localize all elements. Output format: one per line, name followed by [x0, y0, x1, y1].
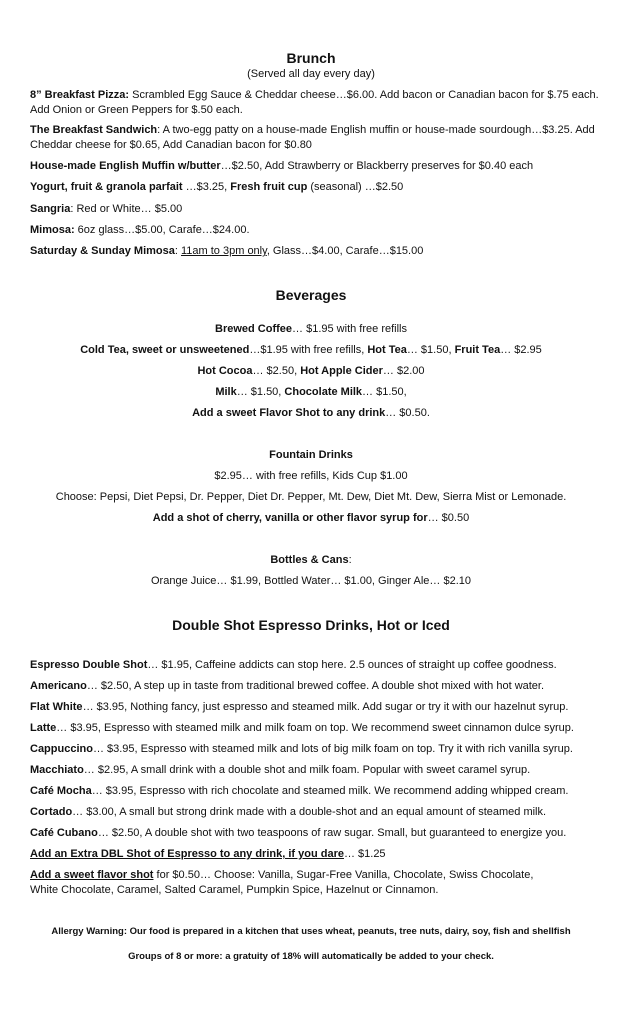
- breakfast-sandwich-item: [30, 123, 605, 153]
- item-name: Cappuccino: [30, 743, 93, 755]
- fountain-drinks-heading: Fountain Drinks: [269, 449, 353, 461]
- espresso-item: [30, 679, 605, 694]
- mimosa-item: [30, 223, 605, 238]
- item-desc: … $1.95, Caffeine addicts can stop here. 2.5 ounces of straight up coffee goodness.: [147, 659, 557, 671]
- item-name: Add a shot of cherry, vanilla or other flavor syrup for: [152, 512, 428, 524]
- bottles-cans-items: Orange Juice… $1.99, Bottled Water… $1.00, Ginger Ale… $2.10: [151, 575, 471, 587]
- item-name: Chocolate Milk: [284, 386, 363, 398]
- item-name: Sangria: [30, 203, 71, 215]
- item-desc-cont: White Chocolate, Caramel, Salted Caramel, Pumpkin Spice, Hazelnut or Cinnamon.: [30, 884, 439, 896]
- item-desc: … $0.50.: [385, 407, 430, 419]
- brunch-subtitle: (Served all day every day): [247, 68, 375, 80]
- item-name: House-made English Muffin w/butter: [30, 160, 221, 172]
- item-name: Hot Tea: [367, 344, 407, 356]
- item-name: Saturday & Sunday Mimosa: [30, 245, 175, 257]
- item-desc: … $3.95, Espresso with steamed milk and lots of big milk foam on top. Try it with rich vanilla syrup.: [92, 743, 573, 755]
- item-desc: for $0.50… Choose: Vanilla, Sugar-Free Vanilla, Chocolate, Swiss Chocolate,: [153, 869, 534, 881]
- espresso-item: [30, 805, 605, 820]
- fruit-cup-name: Fresh fruit cup: [230, 181, 308, 193]
- item-desc: … $2.95: [500, 344, 542, 356]
- item-desc: … $2.50, A double shot with two teaspoons of raw sugar. Small, but guaranteed to energize you.: [97, 827, 567, 839]
- item-desc: … $3.00, A small but strong drink made with a double-shot and an equal amount of steamed milk.: [72, 806, 547, 818]
- brunch-heading: Brunch: [286, 50, 336, 66]
- item-name: Add a sweet flavor shot: [30, 869, 154, 881]
- item-desc: …$2.50, Add Strawberry or Blackberry preserves for $0.40 each: [220, 160, 534, 172]
- item-name: Americano: [30, 680, 87, 692]
- item-name: Yogurt, fruit & granola parfait: [30, 181, 183, 193]
- espresso-item: [30, 784, 605, 799]
- item-name: Hot Apple Cider: [300, 365, 383, 377]
- bottles-cans-heading: [0, 553, 622, 568]
- cocoa-item: [0, 364, 622, 379]
- milk-item: [0, 385, 622, 400]
- item-desc: … $2.00: [382, 365, 425, 377]
- item-desc: … $3.95, Espresso with steamed milk and milk foam on top. We recommend sweet cinnamon dulce syrup.: [56, 722, 574, 734]
- item-desc: 6oz glass…$5.00, Carafe…$24.00.: [74, 224, 250, 236]
- item-desc: Scrambled Egg Sauce & Cheddar cheese…$6.00. Add bacon or Canadian bacon for $.75 each. Add Onion or Green Peppers for $.50 each.: [30, 89, 599, 116]
- espresso-item: [30, 826, 605, 841]
- item-name: Macchiato: [30, 764, 84, 776]
- item-desc: , Glass…$4.00, Carafe…$15.00: [266, 245, 424, 257]
- brewed-coffee-item: [0, 322, 622, 337]
- espresso-item: [30, 742, 605, 757]
- item-name: Hot Cocoa: [197, 365, 253, 377]
- breakfast-pizza-item: [30, 88, 605, 118]
- item-name: Fruit Tea: [454, 344, 501, 356]
- weekend-mimosa-item: [30, 244, 605, 259]
- item-desc: … $2.95, A small drink with a double shot and milk foam. Popular with sweet caramel syrup.: [83, 764, 531, 776]
- item-name: Add a sweet Flavor Shot to any drink: [192, 407, 386, 419]
- item-price: …$3.25,: [182, 181, 231, 193]
- item-desc: … $1.95 with free refills: [292, 323, 407, 335]
- heading-colon: :: [348, 554, 352, 566]
- item-desc: : A two-egg patty on a house-made English muffin or house-made sourdough…$3.25. Add Cheddar cheese for $0.65, Add Canadian bacon for $0.80: [30, 124, 595, 151]
- espresso-item: [30, 763, 605, 778]
- beverages-heading: Beverages: [275, 287, 347, 303]
- fountain-price: $2.95… with free refills, Kids Cup $1.00: [214, 470, 408, 482]
- item-name: Café Cubano: [30, 827, 98, 839]
- item-desc: … $2.50,: [252, 365, 301, 377]
- item-desc: : Red or White… $5.00: [70, 203, 183, 215]
- espresso-item: [30, 721, 605, 736]
- item-desc: … $2.50, A step up in taste from traditional brewed coffee. A double shot mixed with hot water.: [86, 680, 545, 692]
- flavor-shot-item: [0, 406, 622, 421]
- item-name: 8” Breakfast Pizza:: [30, 89, 130, 101]
- espresso-heading: Double Shot Espresso Drinks, Hot or Iced: [172, 617, 450, 633]
- item-name: Cortado: [30, 806, 73, 818]
- espresso-item: [30, 700, 605, 715]
- item-name: Latte: [30, 722, 57, 734]
- english-muffin-item: [30, 159, 605, 174]
- sangria-item: [30, 202, 605, 217]
- item-desc: … $3.95, Nothing fancy, just espresso and steamed milk. Add sugar or try it with our hazelnut syrup.: [82, 701, 569, 713]
- item-name: The Breakfast Sandwich: [30, 124, 158, 136]
- item-name: Café Mocha: [30, 785, 92, 797]
- item-name: Brewed Coffee: [215, 323, 293, 335]
- hours-note: 11am to 3pm only: [181, 245, 267, 257]
- extra-shot-item: [30, 847, 605, 862]
- heading-text: Bottles & Cans: [270, 554, 349, 566]
- fruit-cup-desc: (seasonal) …$2.50: [307, 181, 404, 193]
- item-desc: … $1.50,: [406, 344, 455, 356]
- item-name: Cold Tea, sweet or unsweetened: [80, 344, 250, 356]
- tea-item: [0, 343, 622, 358]
- syrup-item: [0, 511, 622, 526]
- fountain-choices: Choose: Pepsi, Diet Pepsi, Dr. Pepper, Diet Dr. Pepper, Mt. Dew, Diet Mt. Dew, Sierra Mist or Lemonade.: [55, 491, 567, 503]
- espresso-item: [30, 658, 605, 673]
- item-sep: :: [174, 245, 181, 257]
- gratuity-note: Groups of 8 or more: a gratuity of 18% will automatically be added to your check.: [128, 951, 494, 962]
- item-desc: …$1.95 with free refills,: [249, 344, 368, 356]
- item-desc: … $1.25: [343, 848, 386, 860]
- flavor-shot-espresso-item: [30, 868, 605, 898]
- item-name: Add an Extra DBL Shot of Espresso to any drink, if you dare: [30, 848, 344, 860]
- item-desc: … $1.50,: [236, 386, 285, 398]
- allergy-warning: Allergy Warning: Our food is prepared in a kitchen that uses wheat, peanuts, tree nuts, dairy, soy, fish and shellfish: [51, 926, 571, 937]
- parfait-item: [30, 180, 605, 195]
- item-desc: … $3.95, Espresso with rich chocolate and steamed milk. We recommend adding whipped cream.: [91, 785, 569, 797]
- item-name: Milk: [215, 386, 237, 398]
- item-name: Espresso Double Shot: [30, 659, 148, 671]
- item-desc: … $0.50: [427, 512, 470, 524]
- item-desc: … $1.50,: [362, 386, 407, 398]
- item-name: Flat White: [30, 701, 83, 713]
- item-name: Mimosa:: [30, 224, 75, 236]
